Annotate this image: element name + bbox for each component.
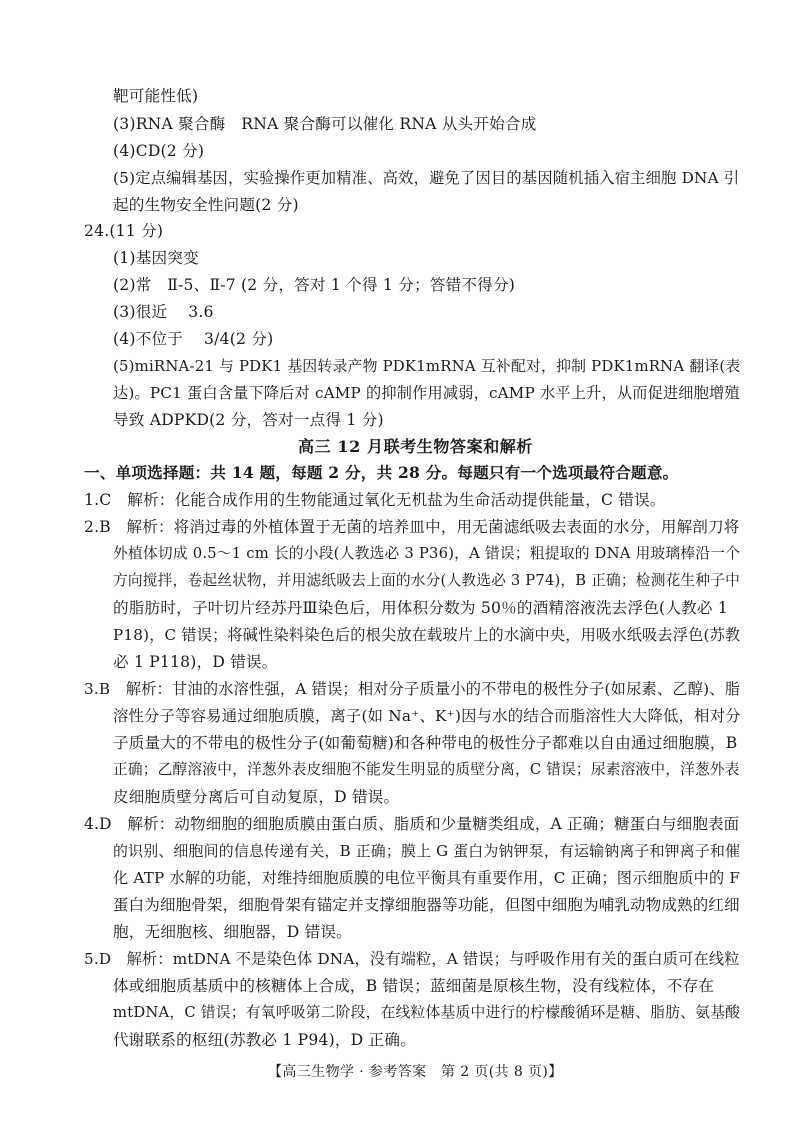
q23-sub-4: (4)CD(2 分) (113, 142, 205, 160)
answer-2-line-1: 2.B 解析：将消过毒的外植体置于无菌的培养皿中，用无菌滤纸吸去表面的水分，用解剖刀将 (84, 518, 740, 536)
section-title: 高三 12 月联考生物答案和解析 (298, 437, 534, 456)
q24-sub-5-line-3: 导致 ADPKD(2 分，答对一点得 1 分) (113, 411, 384, 429)
answer-4-line-5: 胞，无细胞核、细胞器，D 错误。 (113, 923, 352, 941)
q23-sub-3: (3)RNA 聚合酶 RNA 聚合酶可以催化 RNA 从头开始合成 (113, 115, 537, 133)
answer-3-line-3: 子质量大的不带电的极性分子(如葡萄糖)和各种带电的极性分子都难以自由通过细胞膜，B (113, 734, 738, 752)
answer-2-line-6: 必 1 P118)，D 错误。 (113, 653, 278, 671)
answer-1-line-1: 1.C 解析：化能合成作用的生物能通过氧化无机盐为生命活动提供能量，C 错误。 (84, 491, 666, 509)
answer-3-line-1: 3.B 解析：甘油的水溶性强，A 错误；相对分子质量小的不带电的极性分子(如尿素、乙醇)、脂 (84, 680, 741, 698)
answer-4-line-4: 蛋白为细胞骨架，细胞骨架有锚定并支撑细胞器等功能，但图中细胞为哺乳动物成熟的红细 (113, 896, 740, 914)
answer-4-line-2: 的识别、细胞间的信息传递有关，B 正确；膜上 G 蛋白为钠钾泵，有运输钠离子和钾离子和催 (113, 842, 741, 860)
q23-sub-5-line-1: (5)定点编辑基因，实验操作更加精准、高效，避免了因目的基因随机插入宿主细胞 DNA 引 (113, 169, 740, 187)
q24-sub-4: (4)不位于 3/4(2 分) (113, 330, 274, 348)
answer-3-line-5: 皮细胞质壁分离后可自动复原，D 错误。 (113, 788, 400, 806)
q24-sub-3: (3)很近 3.6 (113, 303, 214, 321)
answer-2-line-5: P18)，C 错误；将碱性染料染色后的根尖放在载玻片上的水滴中央，用吸水纸吸去浮色(苏教 (113, 626, 741, 644)
answer-4-line-3: 化 ATP 水解的功能，对维持细胞质膜的电位平衡具有重要作用，C 正确；图示细胞质中的 F (113, 869, 741, 887)
q23-sub-5-line-2: 起的生物安全性问题(2 分) (113, 196, 299, 214)
part1-heading: 一、单项选择题：共 14 题，每题 2 分，共 28 分。每题只有一个选项最符合题意。 (84, 463, 679, 482)
answer-5-line-4: 代谢联系的枢纽(苏教必 1 P94)，D 正确。 (113, 1031, 416, 1049)
answer-2-line-2: 外植体切成 0.5～1 cm 长的小段(人教选必 3 P36)，A 错误；粗提取的 DNA 用玻璃棒沿一个 (113, 545, 741, 562)
answer-3-line-4: 正确；乙醇溶液中，洋葱外表皮细胞不能发生明显的质壁分离，C 错误；尿素溶液中，洋葱外表 (113, 761, 740, 778)
answer-4-line-1: 4.D 解析：动物细胞的细胞质膜由蛋白质、脂质和少量糖类组成，A 正确；糖蛋白与细胞表面 (84, 815, 740, 833)
answer-2-line-4: 的脂肪时，子叶切片经苏丹Ⅲ染色后，用体积分数为 50％的酒精溶液洗去浮色(人教必 1 (113, 599, 728, 617)
answer-5-line-2: 体或细胞质基质中的核糖体上合成，B 错误；蓝细菌是原核生物，没有线粒体，不存在 (113, 977, 715, 995)
q24-sub-5-line-2: 达)。PC1 蛋白含量下降后对 cAMP 的抑制作用减弱，cAMP 水平上升，从而促进细胞增殖 (113, 384, 740, 402)
q23-line-0: 靶可能性低) (113, 87, 199, 105)
answer-5-line-3: mtDNA，C 错误；有氧呼吸第二阶段，在线粒体基质中进行的柠檬酸循环是糖、脂肪、氨基酸 (113, 1004, 741, 1021)
q24-heading: 24.(11 分) (84, 222, 164, 240)
answer-2-line-3: 方向搅拌，卷起丝状物，并用滤纸吸去上面的水分(人教选必 3 P74)，B 正确；检测花生种子中 (113, 572, 741, 589)
q24-sub-1: (1)基因突变 (113, 249, 199, 267)
answer-5-line-1: 5.D 解析：mtDNA 不是染色体 DNA，没有端粒，A 错误；与呼吸作用有关的蛋白质可在线粒 (84, 950, 740, 968)
q24-sub-5-line-1: (5)miRNA-21 与 PDK1 基因转录产物 PDK1mRNA 互补配对，抑制 PDK1mRNA 翻译(表 (113, 357, 741, 375)
q24-sub-2: (2)常 Ⅱ-5、Ⅱ-7 (2 分，答对 1 个得 1 分；答错不得分) (113, 276, 516, 294)
answer-3-line-2: 溶性分子等容易通过细胞质膜，离子(如 Na⁺、K⁺)因与水的结合而脂溶性大大降低，相对分 (113, 707, 741, 725)
page-footer: 【高三生物学 · 参考答案 第 2 页(共 8 页)】 (268, 1064, 563, 1080)
